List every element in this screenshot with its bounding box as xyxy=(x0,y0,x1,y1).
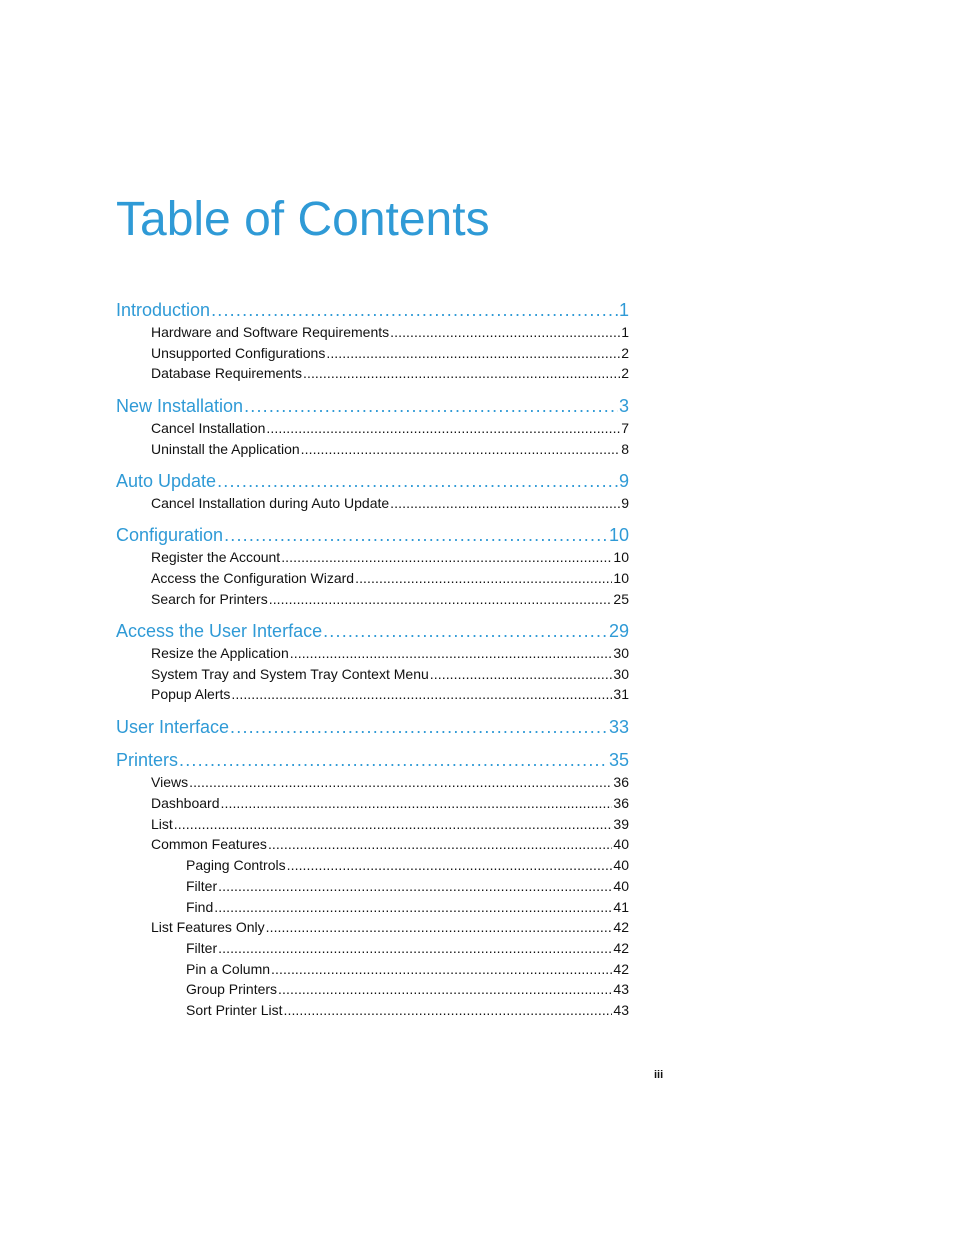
toc-dot-leader xyxy=(283,1000,612,1020)
toc-dot-leader xyxy=(271,959,612,979)
toc-section-entry[interactable] xyxy=(151,418,629,438)
toc-section-entry[interactable] xyxy=(151,589,629,609)
toc-entry-label: Database Requirements xyxy=(151,365,302,381)
toc-dot-leader xyxy=(278,979,612,999)
toc-dot-leader xyxy=(266,917,613,937)
toc-subsection-entry[interactable] xyxy=(186,979,629,999)
toc-dot-leader xyxy=(269,589,613,609)
toc-entry-label: Resize the Application xyxy=(151,645,289,661)
toc-section-entry[interactable] xyxy=(151,343,629,363)
toc-entry-page: 2 xyxy=(621,365,629,381)
toc-entry-label: Hardware and Software Requirements xyxy=(151,324,390,340)
toc-section-entry[interactable] xyxy=(151,493,629,513)
toc-dot-leader xyxy=(244,395,618,417)
toc-section-entry[interactable] xyxy=(151,917,629,937)
toc-entry-page: 43 xyxy=(613,1002,629,1018)
toc-entry-page: 31 xyxy=(613,686,629,702)
toc-section-entry[interactable] xyxy=(151,439,629,459)
toc-dot-leader xyxy=(390,322,620,342)
toc-entry-page: 39 xyxy=(613,816,629,832)
toc-entry-label: Pin a Column xyxy=(186,961,271,977)
toc-dot-leader xyxy=(179,749,608,771)
toc-dot-leader xyxy=(218,876,612,896)
toc-chapter-entry[interactable] xyxy=(116,716,629,738)
toc-subsection-entry[interactable] xyxy=(186,938,629,958)
toc-dot-leader xyxy=(430,664,613,684)
page-title: Table of Contents xyxy=(116,193,490,246)
toc-subsection-entry[interactable] xyxy=(186,1000,629,1020)
toc-entry-page: 41 xyxy=(613,899,629,915)
toc-entry-page: 3 xyxy=(618,396,629,416)
toc-section-entry[interactable] xyxy=(151,814,629,834)
toc-section-entry[interactable] xyxy=(151,664,629,684)
toc-dot-leader xyxy=(268,834,612,854)
toc-entry-label: Printers xyxy=(116,750,179,770)
toc-section-entry[interactable] xyxy=(151,322,629,342)
toc-entry-page: 1 xyxy=(621,324,629,340)
toc-section-entry[interactable] xyxy=(151,643,629,663)
toc-entry-page: 36 xyxy=(613,774,629,790)
toc-subsection-entry[interactable] xyxy=(186,959,629,979)
toc-entry-label: List xyxy=(151,816,173,832)
toc-entry-page: 40 xyxy=(613,836,629,852)
toc-entry-label: Group Printers xyxy=(186,981,278,997)
toc-entry-page: 42 xyxy=(613,961,629,977)
toc-dot-leader xyxy=(214,897,612,917)
toc-entry-page: 9 xyxy=(618,471,629,491)
toc-entry-page: 1 xyxy=(618,300,629,320)
toc-section-entry[interactable] xyxy=(151,793,629,813)
toc-entry-label: Filter xyxy=(186,940,218,956)
toc-entry-page: 30 xyxy=(613,666,629,682)
toc-entry-label: Sort Printer List xyxy=(186,1002,283,1018)
toc-entry-label: Register the Account xyxy=(151,549,281,565)
toc-dot-leader xyxy=(303,363,620,383)
toc-dot-leader xyxy=(281,547,612,567)
toc-chapter-entry[interactable] xyxy=(116,470,629,492)
toc-dot-leader xyxy=(211,299,618,321)
toc-chapter-entry[interactable] xyxy=(116,524,629,546)
toc-dot-leader xyxy=(231,684,612,704)
toc-section-entry[interactable] xyxy=(151,834,629,854)
toc-entry-label: Access the Configuration Wizard xyxy=(151,570,355,586)
toc-entry-page: 10 xyxy=(608,525,629,545)
toc-entry-label: New Installation xyxy=(116,396,244,416)
toc-entry-page: 30 xyxy=(613,645,629,661)
toc-chapter-entry[interactable] xyxy=(116,395,629,417)
toc-entry-label: Access the User Interface xyxy=(116,621,323,641)
toc-dot-leader xyxy=(323,620,608,642)
toc-section-entry[interactable] xyxy=(151,684,629,704)
toc-entry-page: 40 xyxy=(613,857,629,873)
toc-entry-label: Unsupported Configurations xyxy=(151,345,326,361)
toc-entry-label: Auto Update xyxy=(116,471,217,491)
toc-entry-label: Introduction xyxy=(116,300,211,320)
toc-chapter-entry[interactable] xyxy=(116,299,629,321)
toc-entry-page: 40 xyxy=(613,878,629,894)
toc-entry-label: Cancel Installation during Auto Update xyxy=(151,495,390,511)
toc-dot-leader xyxy=(221,793,613,813)
toc-dot-leader xyxy=(301,439,621,459)
toc-entry-page: 33 xyxy=(608,717,629,737)
toc-entry-page: 25 xyxy=(613,591,629,607)
toc-entry-label: User Interface xyxy=(116,717,230,737)
toc-entry-page: 43 xyxy=(613,981,629,997)
toc-entry-label: System Tray and System Tray Context Menu xyxy=(151,666,429,682)
toc-dot-leader xyxy=(290,643,613,663)
toc-entry-page: 42 xyxy=(613,919,629,935)
toc-dot-leader xyxy=(224,524,608,546)
toc-entry-page: 36 xyxy=(613,795,629,811)
toc-entry-label: Configuration xyxy=(116,525,224,545)
toc-dot-leader xyxy=(287,855,613,875)
toc-entry-page: 35 xyxy=(608,750,629,770)
toc-dot-leader xyxy=(390,493,620,513)
toc-entry-label: Views xyxy=(151,774,189,790)
toc-chapter-entry[interactable] xyxy=(116,620,629,642)
toc-entry-label: Find xyxy=(186,899,214,915)
toc-subsection-entry[interactable] xyxy=(186,855,629,875)
toc-dot-leader xyxy=(355,568,612,588)
toc-section-entry[interactable] xyxy=(151,772,629,792)
toc-entry-label: Common Features xyxy=(151,836,267,852)
toc-entry-page: 8 xyxy=(621,441,629,457)
toc-dot-leader xyxy=(326,343,620,363)
toc-entry-label: Paging Controls xyxy=(186,857,286,873)
toc-entry-label: Dashboard xyxy=(151,795,220,811)
toc-dot-leader xyxy=(230,716,608,738)
toc-section-entry[interactable] xyxy=(151,363,629,383)
toc-entry-page: 42 xyxy=(613,940,629,956)
toc-entry-label: List Features Only xyxy=(151,919,265,935)
toc-dot-leader xyxy=(266,418,620,438)
toc-entry-page: 2 xyxy=(621,345,629,361)
toc-entry-label: Filter xyxy=(186,878,218,894)
page-number: iii xyxy=(654,1069,664,1081)
toc-section-entry[interactable] xyxy=(151,568,629,588)
toc-dot-leader xyxy=(217,470,618,492)
toc-entry-label: Uninstall the Application xyxy=(151,441,300,457)
toc-dot-leader xyxy=(189,772,612,792)
toc-chapter-entry[interactable] xyxy=(116,749,629,771)
toc-entry-page: 9 xyxy=(621,495,629,511)
toc-section-entry[interactable] xyxy=(151,547,629,567)
toc-entry-label: Search for Printers xyxy=(151,591,268,607)
toc-dot-leader xyxy=(174,814,613,834)
toc-entry-label: Popup Alerts xyxy=(151,686,231,702)
toc-entry-page: 29 xyxy=(608,621,629,641)
toc-dot-leader xyxy=(218,938,612,958)
toc-entry-label: Cancel Installation xyxy=(151,420,266,436)
toc-entry-page: 10 xyxy=(613,570,629,586)
toc-subsection-entry[interactable] xyxy=(186,897,629,917)
toc-entry-page: 7 xyxy=(621,420,629,436)
toc-subsection-entry[interactable] xyxy=(186,876,629,896)
toc-entry-page: 10 xyxy=(613,549,629,565)
